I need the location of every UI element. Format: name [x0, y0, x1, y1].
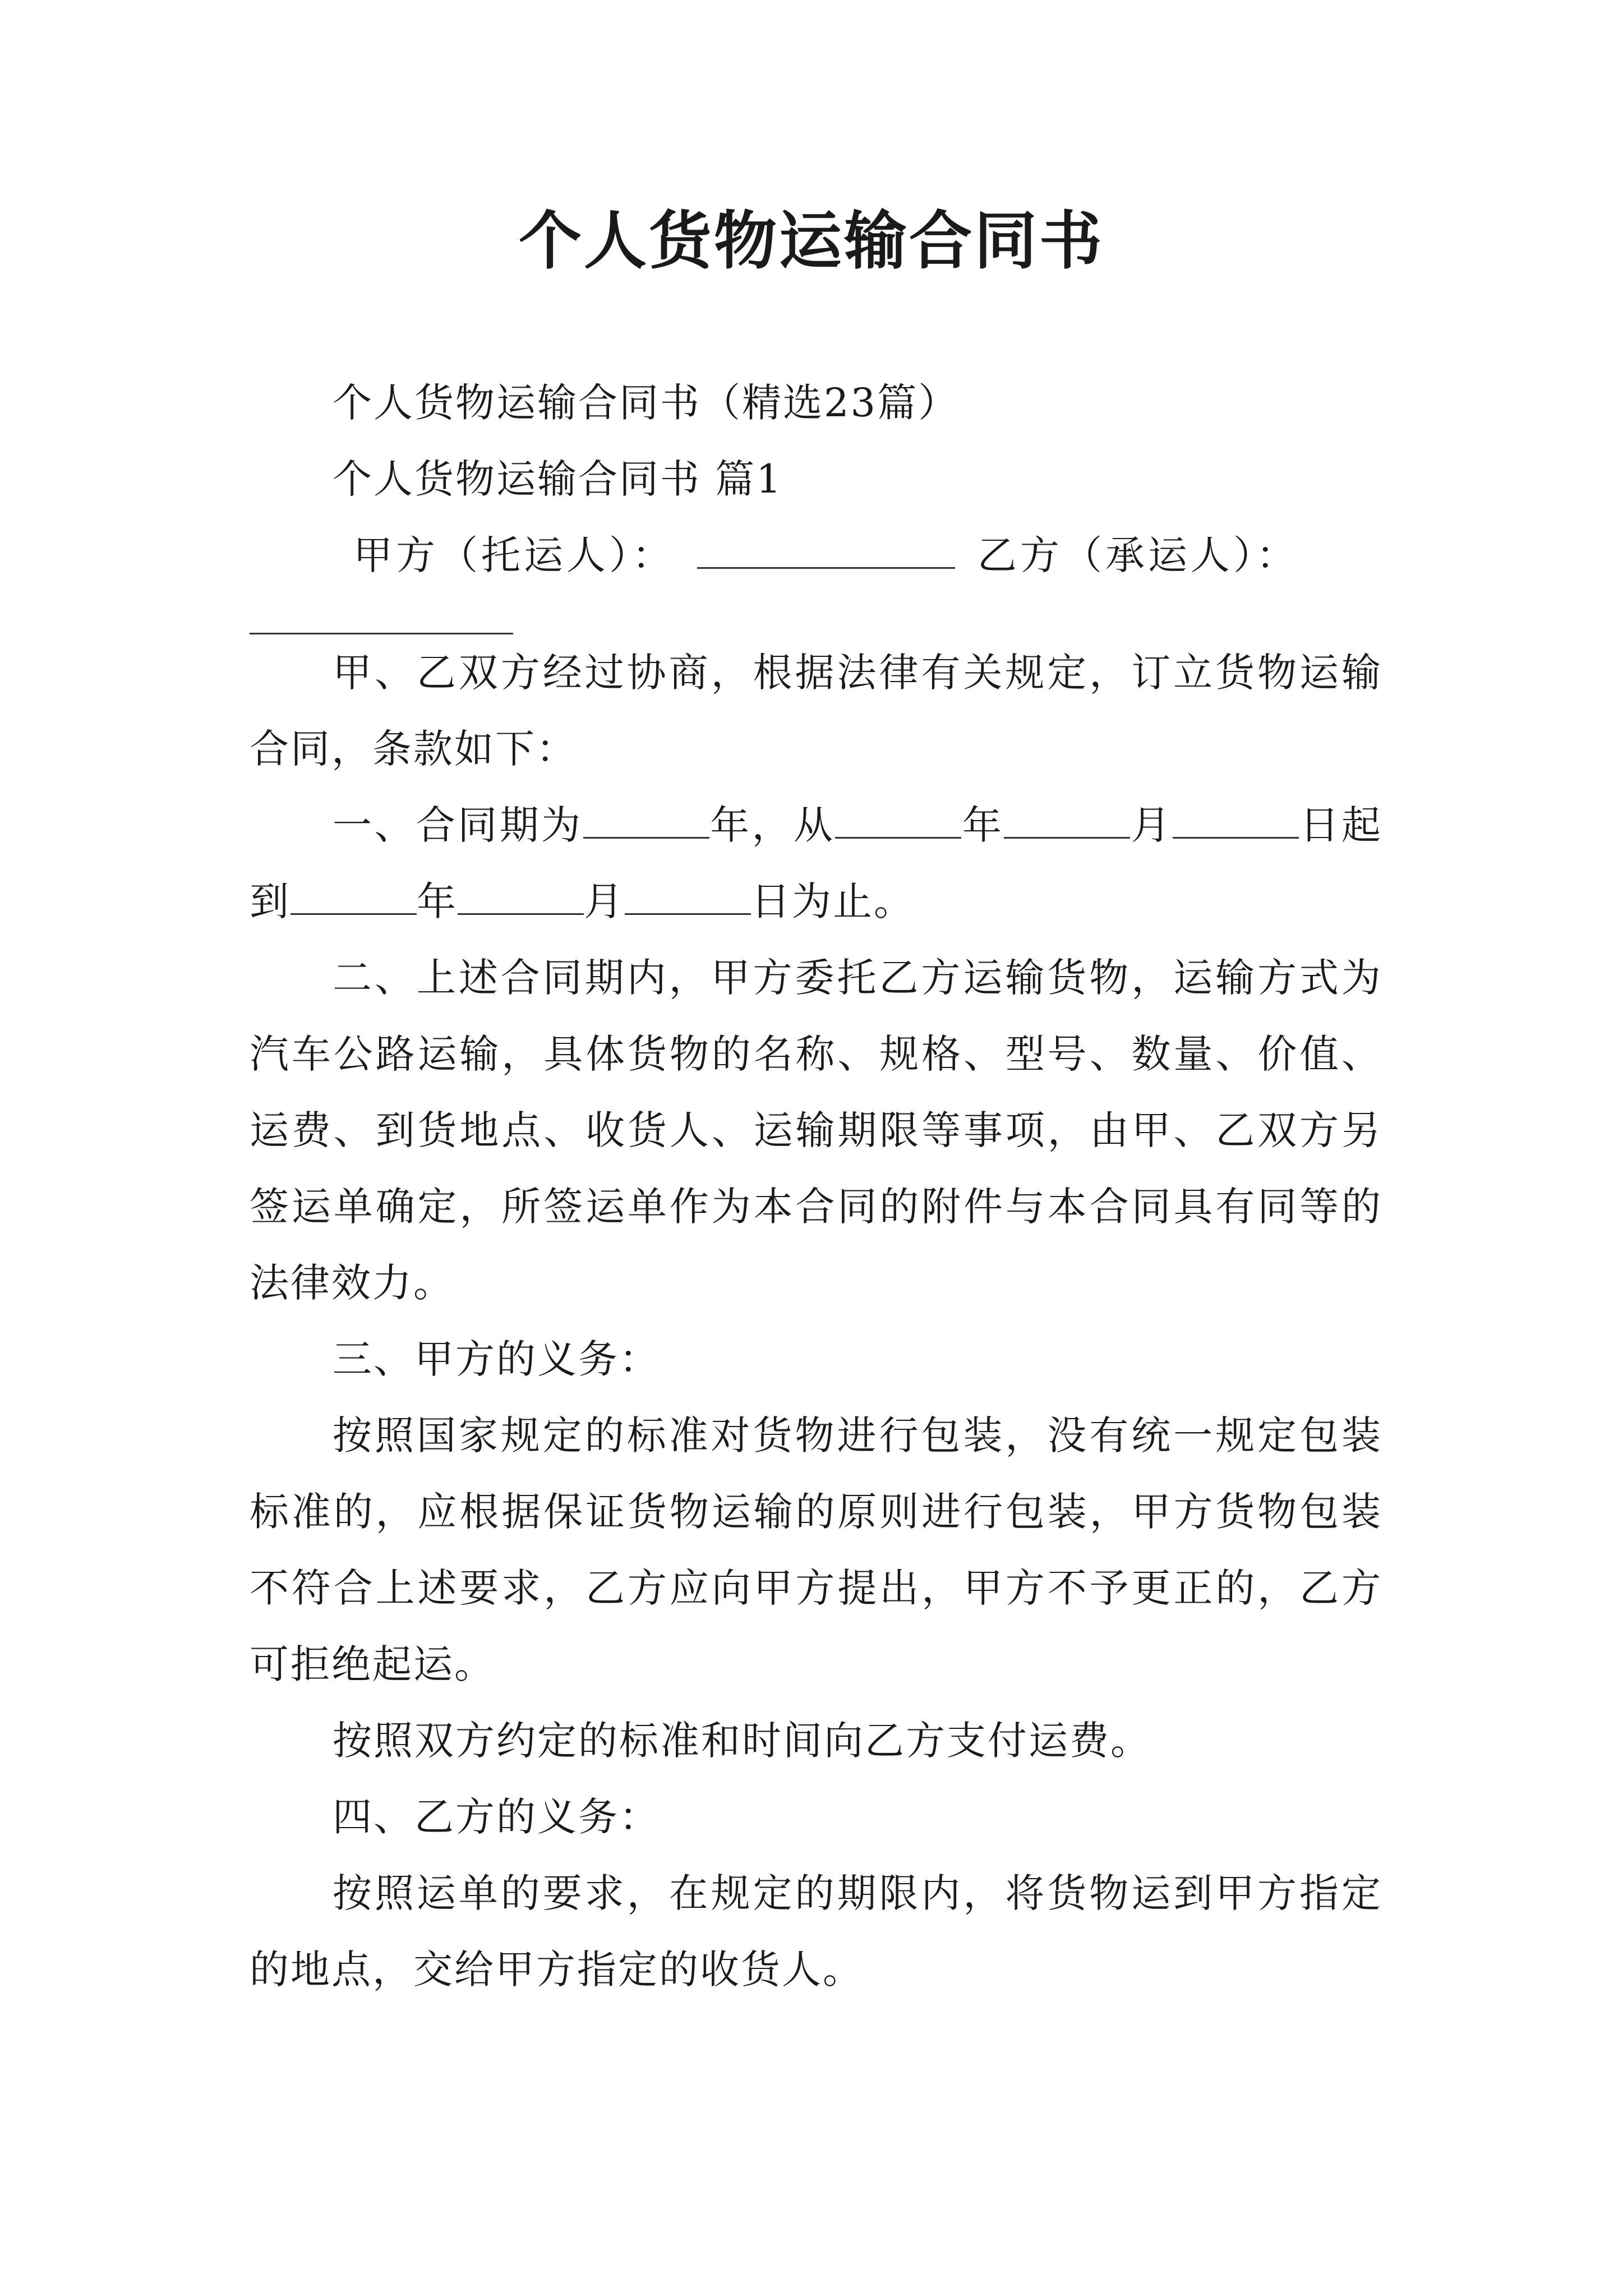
blank-field	[458, 881, 584, 915]
clause-1-text: 日为止。	[751, 878, 915, 924]
clause-3-item-1: 按照国家规定的标准对货物进行包装，没有统一规定包装标准的，应根据保证货物运输的原则进行包装，甲方货物包装不符合上述要求，乙方应向甲方提出，甲方不予更正的，乙方可拒绝起运。	[250, 1412, 1382, 1687]
clause-1-text: 年	[961, 802, 1004, 848]
clause-1	[250, 787, 1382, 940]
party-a-blank	[697, 533, 955, 569]
clause-3-heading: 三、甲方的义务：	[333, 1336, 660, 1382]
clause-1-text: 年	[417, 878, 458, 924]
blank-field	[291, 881, 417, 915]
party-a-label: 甲方（托运人）：	[353, 532, 675, 578]
parties-line	[250, 517, 1382, 634]
intro-paragraph: 甲、乙双方经过协商，根据法律有关规定，订立货物运输合同，条款如下：	[250, 650, 1382, 772]
party-b-blank	[250, 593, 513, 634]
document-title: 个人货物运输合同书	[519, 204, 1104, 278]
clause-2: 二、上述合同期内，甲方委托乙方运输货物，运输方式为汽车公路运输，具体货物的名称、规格、型号、数量、价值、运费、到货地点、收货人、运输期限等事项，由甲、乙双方另签运单确定，所签运单作为本合同的附件与本合同具有同等的法律效力。	[250, 955, 1382, 1306]
clause-3-item-2: 按照双方约定的标准和时间向乙方支付运费。	[333, 1718, 1151, 1764]
document-body	[250, 365, 1382, 2008]
clause-1-text: 月	[584, 878, 625, 924]
blank-field	[583, 804, 709, 839]
clause-1-text: 日起到	[250, 802, 1382, 924]
clause-1-text: 一、合同期为	[333, 802, 583, 848]
blank-field	[1173, 804, 1299, 839]
clause-4-heading: 四、乙方的义务：	[333, 1794, 660, 1840]
blank-field	[1004, 804, 1130, 839]
document-subtitle: 个人货物运输合同书（精选23篇）	[333, 380, 960, 426]
clause-1-text: 月	[1130, 802, 1173, 848]
blank-field	[835, 804, 961, 839]
blank-field	[625, 881, 751, 915]
clause-1-text: 年，从	[709, 802, 836, 848]
clause-4-item-1: 按照运单的要求，在规定的期限内，将货物运到甲方指定的地点，交给甲方指定的收货人。	[250, 1870, 1382, 1993]
chapter-heading: 个人货物运输合同书 篇1	[333, 456, 783, 502]
party-b-label: 乙方（承运人）：	[978, 532, 1299, 578]
